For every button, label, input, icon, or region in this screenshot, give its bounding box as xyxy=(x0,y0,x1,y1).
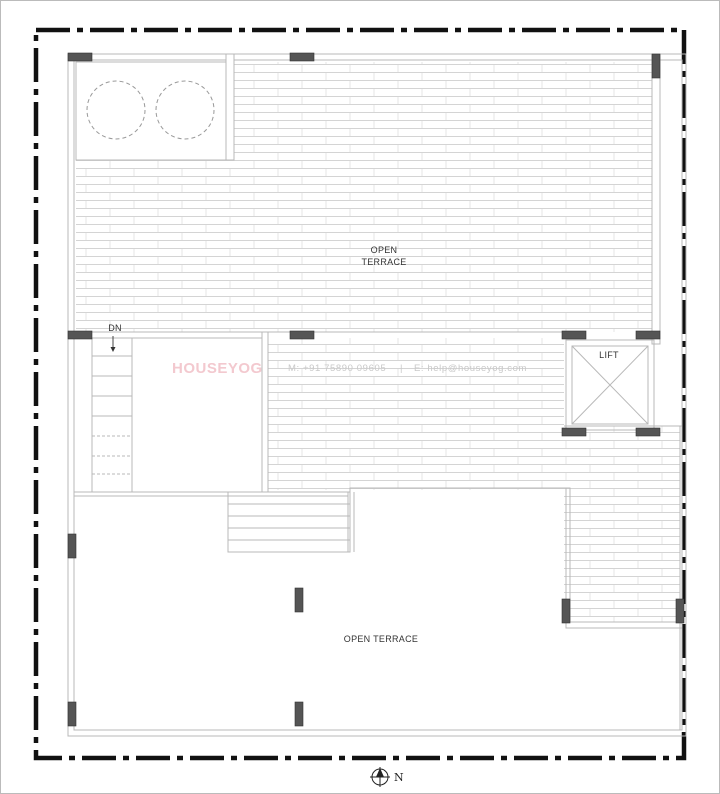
north-arrow-icon xyxy=(370,767,390,787)
column xyxy=(562,599,570,623)
column xyxy=(562,428,586,436)
middle-terrace-deck xyxy=(268,338,564,490)
watermark-email: E: help@houseyog.com xyxy=(414,363,528,374)
upper-terrace-label: TERRACE xyxy=(361,257,407,267)
column xyxy=(68,331,92,339)
staircase xyxy=(92,338,132,492)
division-wall xyxy=(68,332,564,338)
watermark-separator: | xyxy=(400,363,404,374)
watermark-brand: HOUSEYOG xyxy=(172,360,263,377)
column xyxy=(295,588,303,612)
lower-terrace-label: OPEN TERRACE xyxy=(343,634,419,644)
upper-terrace-label: OPEN xyxy=(370,245,398,255)
north-label: N xyxy=(394,771,404,784)
column xyxy=(68,702,76,726)
stair-dn-label: DN xyxy=(108,323,122,333)
column xyxy=(562,331,586,339)
column xyxy=(290,331,314,339)
column xyxy=(290,53,314,61)
right-terrace-deck xyxy=(564,426,680,622)
column xyxy=(68,534,76,558)
water-tank-platform xyxy=(76,54,234,160)
column xyxy=(636,331,660,339)
column xyxy=(68,53,92,61)
watermark-phone: M: +91 75890 09605 xyxy=(288,363,387,374)
column xyxy=(676,599,684,623)
column xyxy=(295,702,303,726)
steps-block xyxy=(228,492,354,552)
column xyxy=(636,428,660,436)
column xyxy=(652,54,660,78)
lift-label: LIFT xyxy=(599,350,619,360)
